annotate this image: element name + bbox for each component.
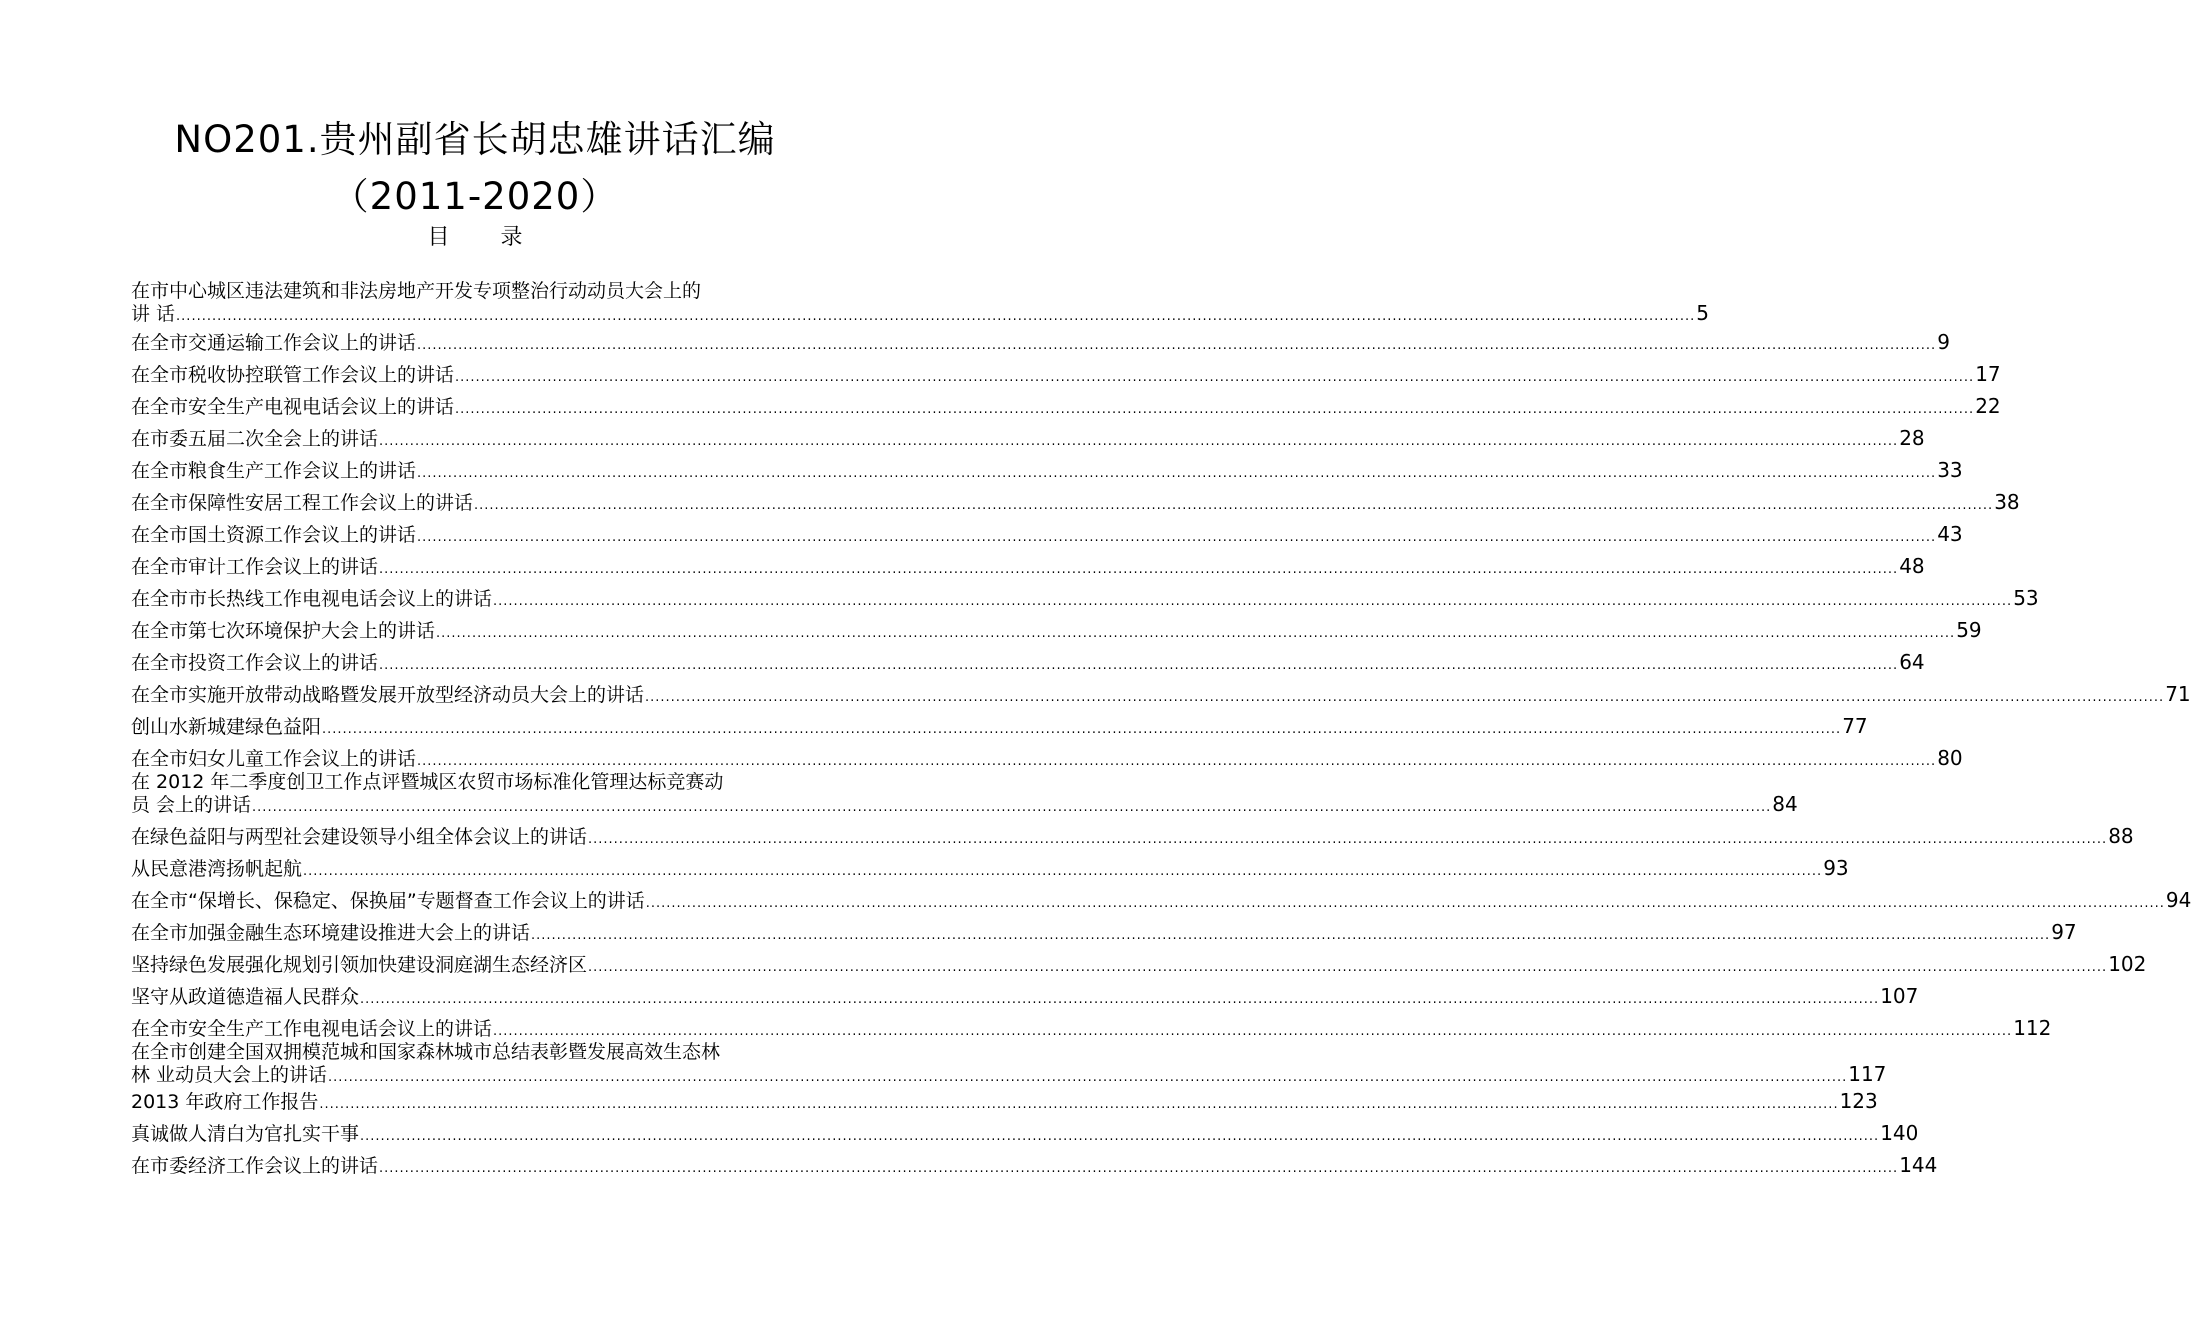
dot-leader bbox=[588, 956, 2107, 980]
toc-entry-title: 员 会上的讲话 bbox=[131, 794, 252, 816]
toc-entry-title: 在市委五届二次全会上的讲话 bbox=[131, 428, 379, 450]
dot-leader bbox=[493, 590, 2012, 614]
toc-entry-title: 林 业动员大会上的讲话 bbox=[131, 1064, 328, 1086]
toc-entry-page-number: 93 bbox=[1823, 856, 1849, 880]
dot-leader bbox=[436, 622, 1955, 646]
toc-entry[interactable] bbox=[131, 520, 1963, 552]
dot-leader bbox=[455, 366, 1974, 390]
dot-leader bbox=[493, 1020, 2012, 1044]
toc-entry-title: 在全市实施开放带动战略暨发展开放型经济动员大会上的讲话 bbox=[131, 684, 645, 706]
toc-entry-page-number: 59 bbox=[1956, 618, 1982, 642]
toc-entry-title-line1: 在全市创建全国双拥模范城和国家森林城市总结表彰暨发展高效生态林 bbox=[131, 1041, 721, 1063]
toc-entry-page-number: 107 bbox=[1880, 984, 1919, 1008]
toc-entry-page-number: 117 bbox=[1848, 1062, 1887, 1086]
document-title: NO201.贵州副省长胡忠雄讲话汇编 bbox=[174, 118, 776, 161]
toc-entry-title: 在全市保障性安居工程工作会议上的讲话 bbox=[131, 492, 474, 514]
dot-leader bbox=[379, 654, 1898, 678]
toc-entry-page-number: 77 bbox=[1842, 714, 1868, 738]
toc-entry-title: 在全市安全生产电视电话会议上的讲话 bbox=[131, 396, 455, 418]
toc-entry[interactable] bbox=[131, 1119, 1919, 1151]
dot-leader bbox=[417, 462, 1936, 486]
dot-leader bbox=[417, 334, 1936, 358]
dot-leader bbox=[303, 860, 1822, 884]
toc-entry-title: 真诚做人清白为官扎实干事 bbox=[131, 1123, 360, 1145]
toc-entry-title: 在全市投资工作会议上的讲话 bbox=[131, 652, 379, 674]
toc-entry-page-number: 28 bbox=[1899, 426, 1925, 450]
toc-entry-page-number: 80 bbox=[1937, 746, 1963, 770]
toc-entry-title: 在全市税收协控联管工作会议上的讲话 bbox=[131, 364, 455, 386]
toc-entry-page-number: 5 bbox=[1696, 301, 1709, 325]
toc-entry[interactable] bbox=[131, 680, 2191, 712]
toc-entry[interactable] bbox=[131, 950, 2147, 982]
dot-leader bbox=[588, 828, 2107, 852]
toc-entry[interactable] bbox=[131, 552, 1925, 584]
dot-leader bbox=[379, 430, 1898, 454]
toc-entry-page-number: 17 bbox=[1975, 362, 2001, 386]
toc-entry[interactable] bbox=[131, 392, 2001, 424]
dot-leader bbox=[379, 558, 1898, 582]
toc-entry-page-number: 43 bbox=[1937, 522, 1963, 546]
toc-entry[interactable] bbox=[131, 648, 1925, 680]
toc-entry-title: 在全市审计工作会议上的讲话 bbox=[131, 556, 379, 578]
dot-leader bbox=[474, 494, 1993, 518]
toc-entry-page-number: 22 bbox=[1975, 394, 2001, 418]
toc-entry[interactable] bbox=[131, 616, 1982, 648]
toc-entry-title: 在全市妇女儿童工作会议上的讲话 bbox=[131, 748, 417, 770]
toc-entry-title-line1: 在市中心城区违法建筑和非法房地产开发专项整治行动动员大会上的 bbox=[131, 280, 702, 302]
toc-entry[interactable] bbox=[131, 918, 2077, 950]
toc-entry[interactable] bbox=[131, 771, 1798, 818]
toc-entry-page-number: 123 bbox=[1839, 1089, 1878, 1113]
toc-entry-title-line1: 在 2012 年二季度创卫工作点评暨城区农贸市场标准化管理达标竞赛动 bbox=[131, 771, 724, 793]
toc-entry-page-number: 102 bbox=[2108, 952, 2147, 976]
dot-leader bbox=[646, 892, 2165, 916]
toc-entry[interactable] bbox=[131, 854, 1849, 886]
toc-entry[interactable] bbox=[131, 456, 1963, 488]
toc-entry-page-number: 9 bbox=[1937, 330, 1950, 354]
toc-entry-title: 在全市国土资源工作会议上的讲话 bbox=[131, 524, 417, 546]
dot-leader bbox=[322, 718, 1841, 742]
toc-entry-page-number: 71 bbox=[2165, 682, 2191, 706]
toc-entry-title: 从民意港湾扬帆起航 bbox=[131, 858, 303, 880]
toc-entry[interactable] bbox=[131, 712, 1868, 744]
toc-entry-page-number: 140 bbox=[1880, 1121, 1919, 1145]
toc-entry[interactable] bbox=[131, 822, 2134, 854]
toc-entry-page-number: 33 bbox=[1937, 458, 1963, 482]
toc-entry[interactable] bbox=[131, 328, 1950, 360]
toc-entry[interactable] bbox=[131, 982, 1919, 1014]
toc-entry-title: 创山水新城建绿色益阳 bbox=[131, 716, 322, 738]
toc-entry[interactable] bbox=[131, 886, 2191, 918]
toc-entry-title: 在全市安全生产工作电视电话会议上的讲话 bbox=[131, 1018, 493, 1040]
toc-entry-title: 在全市“保增长、保稳定、保换届”专题督查工作会议上的讲话 bbox=[131, 890, 645, 912]
toc-entry[interactable] bbox=[131, 1087, 1878, 1119]
toc-entry[interactable] bbox=[131, 488, 2020, 520]
dot-leader bbox=[531, 924, 2050, 948]
dot-leader bbox=[379, 1157, 1898, 1181]
toc-entry-title: 讲 话 bbox=[131, 303, 176, 325]
dot-leader bbox=[252, 796, 1771, 820]
toc-entry-title: 在全市交通运输工作会议上的讲话 bbox=[131, 332, 417, 354]
toc-entry-title: 在全市粮食生产工作会议上的讲话 bbox=[131, 460, 417, 482]
toc-entry-title: 在绿色益阳与两型社会建设领导小组全体会议上的讲话 bbox=[131, 826, 588, 848]
toc-entry-page-number: 38 bbox=[1994, 490, 2020, 514]
toc-entry[interactable] bbox=[131, 280, 1709, 327]
dot-leader bbox=[176, 305, 1695, 329]
toc-entry-page-number: 144 bbox=[1899, 1153, 1938, 1177]
toc-entry-page-number: 48 bbox=[1899, 554, 1925, 578]
toc-entry-title: 在全市市长热线工作电视电话会议上的讲话 bbox=[131, 588, 493, 610]
toc-heading: 目 录 bbox=[427, 225, 545, 250]
toc-entry-page-number: 112 bbox=[2013, 1016, 2052, 1040]
toc-entry-title: 2013 年政府工作报告 bbox=[131, 1091, 319, 1113]
toc-entry-page-number: 64 bbox=[1899, 650, 1925, 674]
dot-leader bbox=[455, 398, 1974, 422]
toc-entry-title: 在市委经济工作会议上的讲话 bbox=[131, 1155, 379, 1177]
toc-entry[interactable] bbox=[131, 1041, 1887, 1088]
toc-entry[interactable] bbox=[131, 1151, 1938, 1183]
toc-entry-page-number: 84 bbox=[1772, 792, 1798, 816]
toc-entry-page-number: 88 bbox=[2108, 824, 2134, 848]
toc-entry-page-number: 53 bbox=[2013, 586, 2039, 610]
dot-leader bbox=[360, 988, 1879, 1012]
document-subtitle-years: （2011-2020） bbox=[331, 175, 619, 218]
toc-entry-title: 坚守从政道德造福人民群众 bbox=[131, 986, 360, 1008]
toc-entry-page-number: 97 bbox=[2051, 920, 2077, 944]
dot-leader bbox=[319, 1093, 1838, 1117]
toc-entry-title: 在全市加强金融生态环境建设推进大会上的讲话 bbox=[131, 922, 531, 944]
dot-leader bbox=[417, 526, 1936, 550]
toc-entry[interactable] bbox=[131, 424, 1925, 456]
toc-entry[interactable] bbox=[131, 360, 2001, 392]
toc-entry-page-number: 94 bbox=[2165, 888, 2191, 912]
dot-leader bbox=[645, 686, 2164, 710]
toc-entry-title: 坚持绿色发展强化规划引领加快建设洞庭湖生态经济区 bbox=[131, 954, 588, 976]
dot-leader bbox=[360, 1125, 1879, 1149]
toc-entry[interactable] bbox=[131, 584, 2039, 616]
toc-entry-title: 在全市第七次环境保护大会上的讲话 bbox=[131, 620, 436, 642]
